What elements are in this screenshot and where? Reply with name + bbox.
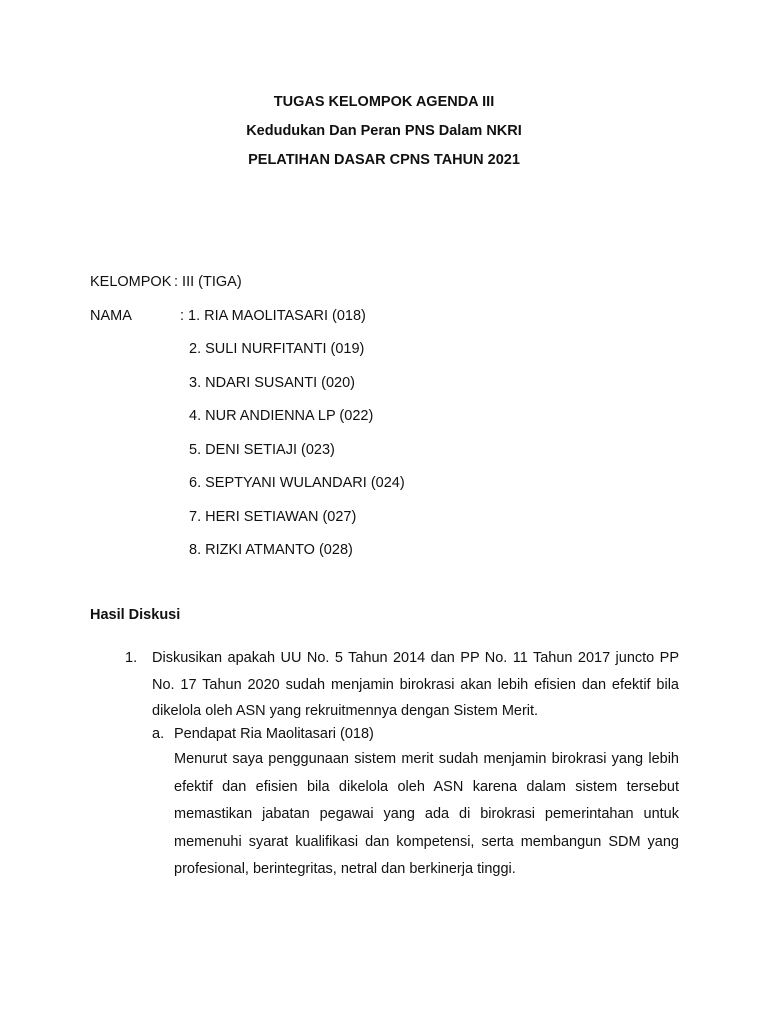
group-value: : III (TIGA) xyxy=(174,274,242,290)
member-6: 6. SEPTYANI WULANDARI (024) xyxy=(189,475,405,491)
member-7: 7. HERI SETIAWAN (027) xyxy=(189,509,357,525)
member-8: 8. RIZKI ATMANTO (028) xyxy=(189,542,353,558)
question-text: Diskusikan apakah UU No. 5 Tahun 2014 dan PP No. 11 Tahun 2017 juncto PP No. 17 Tahun 2020 sudah menjamin birokrasi akan lebih efisien dan efektif bila dikelola oleh ASN yang rekruitmennya dengan Sistem Merit. xyxy=(152,650,679,719)
document-header xyxy=(0,91,768,178)
member-4: 4. NUR ANDIENNA LP (022) xyxy=(189,408,374,424)
header-training: PELATIHAN DASAR CPNS TAHUN 2021 xyxy=(248,152,520,168)
header-title: TUGAS KELOMPOK AGENDA III xyxy=(273,94,495,110)
member-2: 2. SULI NURFITANTI (019) xyxy=(189,341,365,357)
member-3: 3. NDARI SUSANTI (020) xyxy=(189,375,355,391)
group-label: KELOMPOK xyxy=(90,274,172,290)
answer-title: Pendapat Ria Maolitasari (018) xyxy=(174,726,374,742)
answer-letter: a. xyxy=(152,726,165,742)
name-label: NAMA xyxy=(90,308,132,324)
member-1: : 1. RIA MAOLITASARI (018) xyxy=(180,308,366,324)
question-number: 1. xyxy=(125,650,138,666)
discussion-title: Hasil Diskusi xyxy=(90,607,181,623)
member-5: 5. DENI SETIAJI (023) xyxy=(189,442,335,458)
answer-body: Menurut saya penggunaan sistem merit sudah menjamin birokrasi yang lebih efektif dan efisien bila dikelola oleh ASN karena dalam sistem tersebut memastikan jabatan pegawai yang ada di birokrasi pemerintahan untuk memenuhi syarat kualifikasi dan kompetensi, serta membangun SDM yang profesional, berintegritas, netral dan berkinerja tinggi. xyxy=(174,751,679,877)
header-subtitle: Kedudukan Dan Peran PNS Dalam NKRI xyxy=(246,123,522,139)
